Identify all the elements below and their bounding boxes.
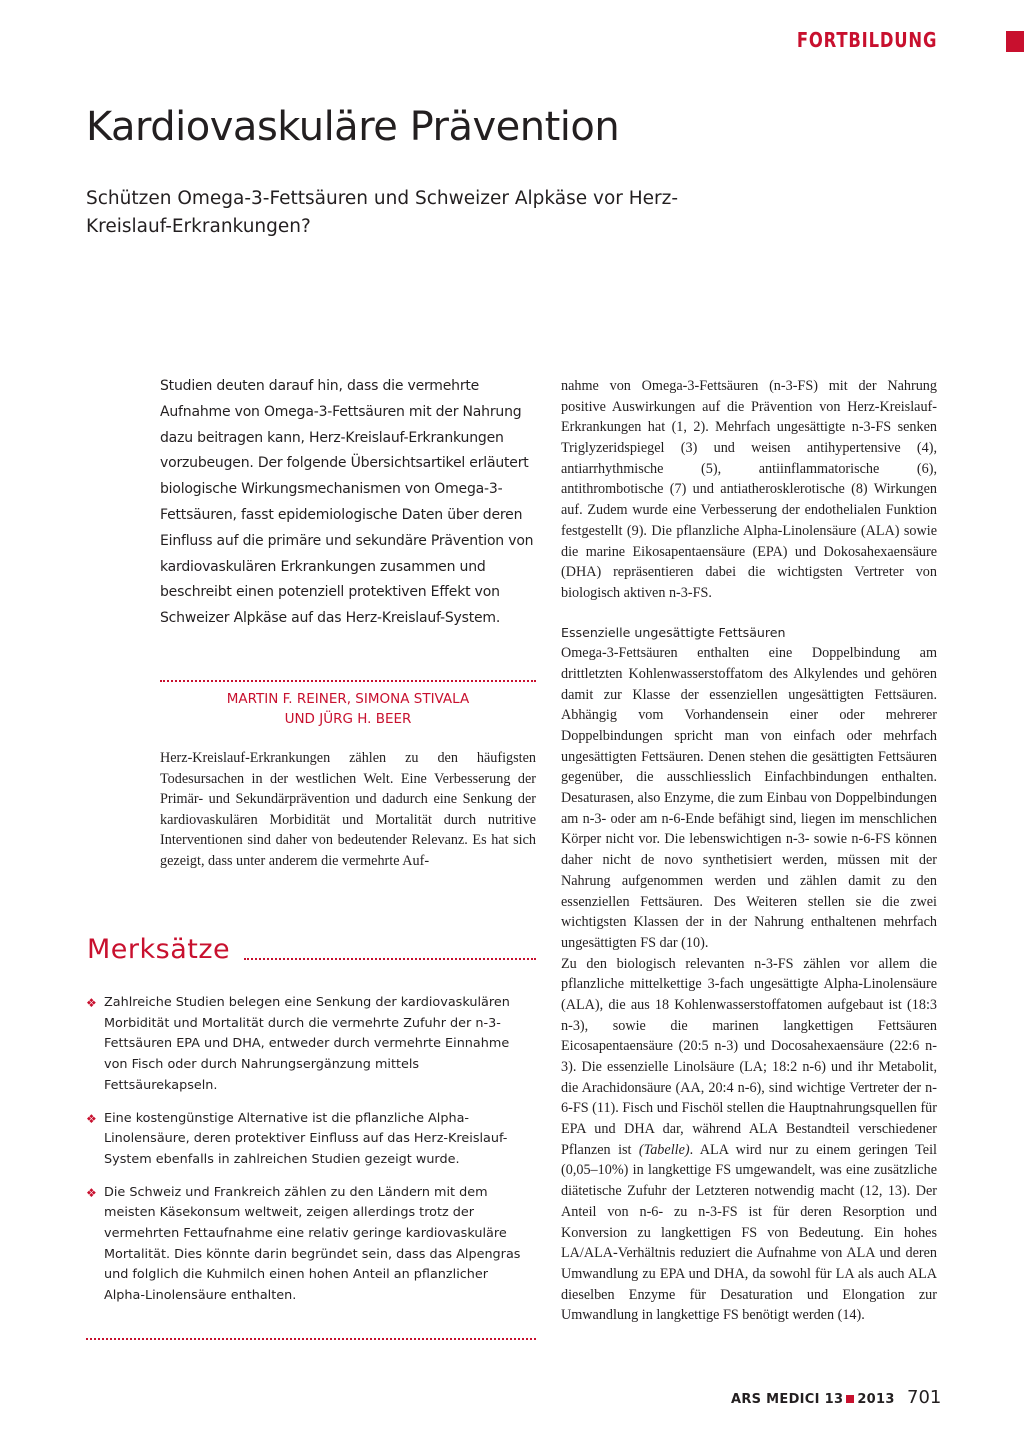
merksatz-text: Zahlreiche Studien belegen eine Senkung der kardiovaskulären Morbidität und Mortalität durch die vermehrte Zufuhr der n-3-Fettsäuren EPA und DHA, entweder durch vermehrte Einnahme von Fisch oder durch Nahrungsergänzung mittels Fettsäurekapseln. <box>104 995 510 1093</box>
diamond-bullet-icon: ❖ <box>86 1185 97 1200</box>
page-number: 701 <box>907 1387 942 1408</box>
merksatz-text: Eine kostengünstige Alternative ist die pflanzliche Alpha-Linolensäure, deren protektiver Einfluss auf das Herz-Kreislauf-System ebenfalls in zahlreichen Studien gezeigt wurde. <box>104 1110 508 1167</box>
right-column <box>561 376 937 1326</box>
merksatz-item <box>86 993 526 1097</box>
page-subtitle: Schützen Omega-3-Fettsäuren und Schweizer Alpkäse vor Herz-Kreislauf-Erkrankungen? <box>86 188 679 237</box>
merksatz-text: Die Schweiz und Frankreich zählen zu den Ländern mit dem meisten Käsekonsum weltweit, zeigen allerdings trotz der vermehrten Fettaufnahme eine relativ geringe kardiovaskuläre Mortalität. Dies könnte darin begründet sein, dass das Alpengras und folglich die Kuhmilch einen hohen Anteil an pflanzlicher Alpha-Linolensäure enthalten. <box>104 1184 521 1304</box>
merksaetze-title: Merksätze <box>87 934 231 965</box>
divider-bottom <box>86 1338 536 1340</box>
body-paragraph-3-part-a: Zu den biologisch relevanten n-3-FS zählen vor allem die pflanzliche mittelkettige 3-fach ungesättigte Alpha-Linolensäure (ALA), die aus 18 Kohlenwasserstoffatomen aufgebaut ist (18:3 n-3), sowie die marinen langkettigen Fettsäuren Eicosapentaensäure (20:5 n-3) und Docosahexaensäure (22:6 n-3). Die essenzielle Linolsäure (LA; 18:2 n-6) und ihr Metabolit, die Arachidonsäure (AA, 20:4 n-6), sind wichtige Vertreter der n-6-FS (11). Fisch und Fischöl stellen die Hauptnahrungsquellen für EPA und DHA dar, während ALA Bestandteil verschiedener Pflanzen ist <box>561 955 937 1158</box>
authors-line-1: MARTIN F. REINER, SIMONA STIVALA <box>226 691 470 707</box>
merksatz-item <box>86 1183 526 1307</box>
merksaetze-list <box>86 993 526 1319</box>
diamond-bullet-icon: ❖ <box>86 1111 97 1126</box>
left-body-text: Herz-Kreislauf-Erkrankungen zählen zu den häufigsten Todesursachen in der westlichen Welt. Eine Verbesserung der Primär- und Sekundärprävention und dadurch eine Senkung der kardiovaskulären Morbidität und Mortalität durch nutritive Interventionen sind daher von bedeutender Relevanz. Es hat sich gezeigt, dass unter anderem die vermehrte Auf- <box>160 750 536 869</box>
section-marker <box>1006 31 1024 52</box>
page-title: Kardiovaskuläre Prävention <box>86 104 620 150</box>
authors-line-2: UND JÜRG H. BEER <box>284 711 412 727</box>
journal-year: 2013 <box>857 1392 895 1407</box>
divider-top <box>160 680 536 682</box>
section-label: FORTBILDUNG <box>796 28 937 52</box>
section-heading: Essenzielle ungesättigte Fettsäuren <box>561 624 786 640</box>
footer-square <box>846 1395 854 1403</box>
journal-name: ARS MEDICI 13 <box>731 1392 844 1407</box>
body-paragraph-2: Omega-3-Fettsäuren enthalten eine Doppelbindung am drittletzten Kohlenwasserstoffatom des Alkylendes und gehören damit zur Klasse der essenziellen ungesättigten Fettsäuren. Abhängig vom Vorhandensein einer oder mehrerer Doppelbindungen spricht man von einfach oder mehrfach ungesättigten Fettsäuren. Denen stehen die gesättigten Fettsäuren gegenüber, die ausschliesslich Einfachbindungen enthalten. Desaturasen, also Enzyme, die zum Einbau von Doppelbindungen am n-3- oder am n-6-Ende befähigt sind, liegen im menschlichen Körper nicht vor. Die lebenswichtigen n-3- sowie n-6-FS können daher nicht de novo synthetisiert werden, müssen mit der Nahrung aufgenommen werden und zählen damit zu den essenziellen Fettsäuren. Des Weiteren stellen sie die zwei wichtigsten Klassen der in der Nahrung enthaltenen mehrfach ungesättigten FS dar (10). <box>561 645 937 951</box>
footer-journal <box>731 1392 895 1407</box>
diamond-bullet-icon: ❖ <box>86 996 97 1010</box>
merksatz-item <box>86 1109 526 1171</box>
body-paragraph-3-part-b: . ALA wird nur zu einem geringen Teil (0,05–10%) in langkettige FS umgewandelt, was eine zusätzliche diätetische Zufuhr der Letzteren notwendig macht (12, 13). Der Anteil von n-6- zu n-3-FS ist für deren Resorption und Konversion zu langkettigen FS von Bedeutung. Ein hohes LA/ALA-Verhältnis reduziert die Aufnahme von ALA und deren Umwandlung zu EPA und DHA, da sowohl für LA als auch ALA dieselben Enzyme für Desaturation und Elongation zur Umwandlung in langkettige FS benötigt werden (14). <box>561 1141 937 1324</box>
authors <box>160 689 536 729</box>
merksaetze-title-dots <box>244 958 536 960</box>
body-paragraph-1: nahme von Omega-3-Fettsäuren (n-3-FS) mit der Nahrung positive Auswirkungen auf die Prävention von Herz-Kreislauf-Erkrankungen hat (1, 2). Mehrfach ungesättigte n-3-FS senken Triglyzeridspiegel (3) und weisen antihypertensive (4), antiarrhythmische (5), antiinflammatorische (6), antithrombotische (7) und antiatherosklerotische (8) Wirkungen auf. Zudem wurde eine Verbesserung der endothelialen Funktion festgestellt (9). Die pflanzliche Alpha-Linolensäure (ALA) sowie die marine Eikosapentaensäure (EPA) und Dokosahexaensäure (DHA) repräsentieren dabei die wichtigsten Vertreter von biologisch aktiven n-3-FS. <box>561 378 937 601</box>
table-reference: (Tabelle) <box>638 1141 690 1158</box>
lead-paragraph: Studien deuten darauf hin, dass die vermehrte Aufnahme von Omega-3-Fettsäuren mit der Nahrung dazu beitragen kann, Herz-Kreislauf-Erkrankungen vorzubeugen. Der folgende Übersichtsartikel erläutert biologische Wirkungsmechanismen von Omega-3-Fettsäuren, fasst epidemiologische Daten über deren Einfluss auf die primäre und sekundäre Prävention von kardiovaskulären Erkrankungen zusammen und beschreibt einen potenziell protektiven Effekt von Schweizer Alpkäse auf das Herz-Kreislauf-System. <box>160 378 534 627</box>
body-paragraph-3 <box>561 954 937 1326</box>
